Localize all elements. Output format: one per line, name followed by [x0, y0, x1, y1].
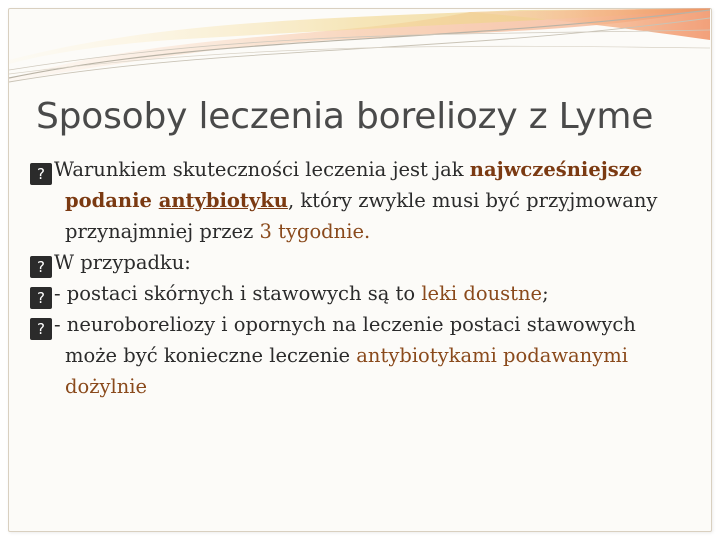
text-run-highlight: antybiotykami podawanymi dożylnie: [65, 344, 628, 398]
replacement-char-icon: ?: [30, 318, 52, 340]
header-swoosh-decoration: [0, 0, 720, 100]
text-run: .: [364, 220, 371, 243]
paragraph-2: [30, 247, 690, 278]
text-run-highlight-underlined: antybiotyku: [158, 189, 288, 212]
text-run: W przypadku:: [54, 251, 191, 274]
replacement-char-icon: ?: [30, 163, 52, 185]
text-run-highlight: leki doustne: [421, 282, 543, 305]
text-run: - neuroboreliozy i opornych na leczenie postaci stawowych może być konieczne leczenie: [54, 313, 636, 367]
text-run-highlight: najwcześniejsze podanie: [65, 158, 643, 212]
slide-body: [30, 154, 690, 402]
text-run: Warunkiem skuteczności leczenia jest jak: [54, 158, 470, 181]
replacement-char-icon: ?: [30, 287, 52, 309]
paragraph-3: [30, 278, 690, 309]
text-run-highlight: 3 tygodnie: [259, 220, 364, 243]
slide-title: Sposoby leczenia boreliozy z Lyme: [36, 96, 654, 137]
text-run: , który zwykle musi być przyjmowany przynajmniej przez: [65, 189, 658, 243]
paragraph-1: [30, 154, 690, 247]
paragraph-4: [30, 309, 690, 402]
replacement-char-icon: ?: [30, 256, 52, 278]
text-run: - postaci skórnych i stawowych są to: [54, 282, 422, 305]
text-run: ;: [542, 282, 549, 305]
